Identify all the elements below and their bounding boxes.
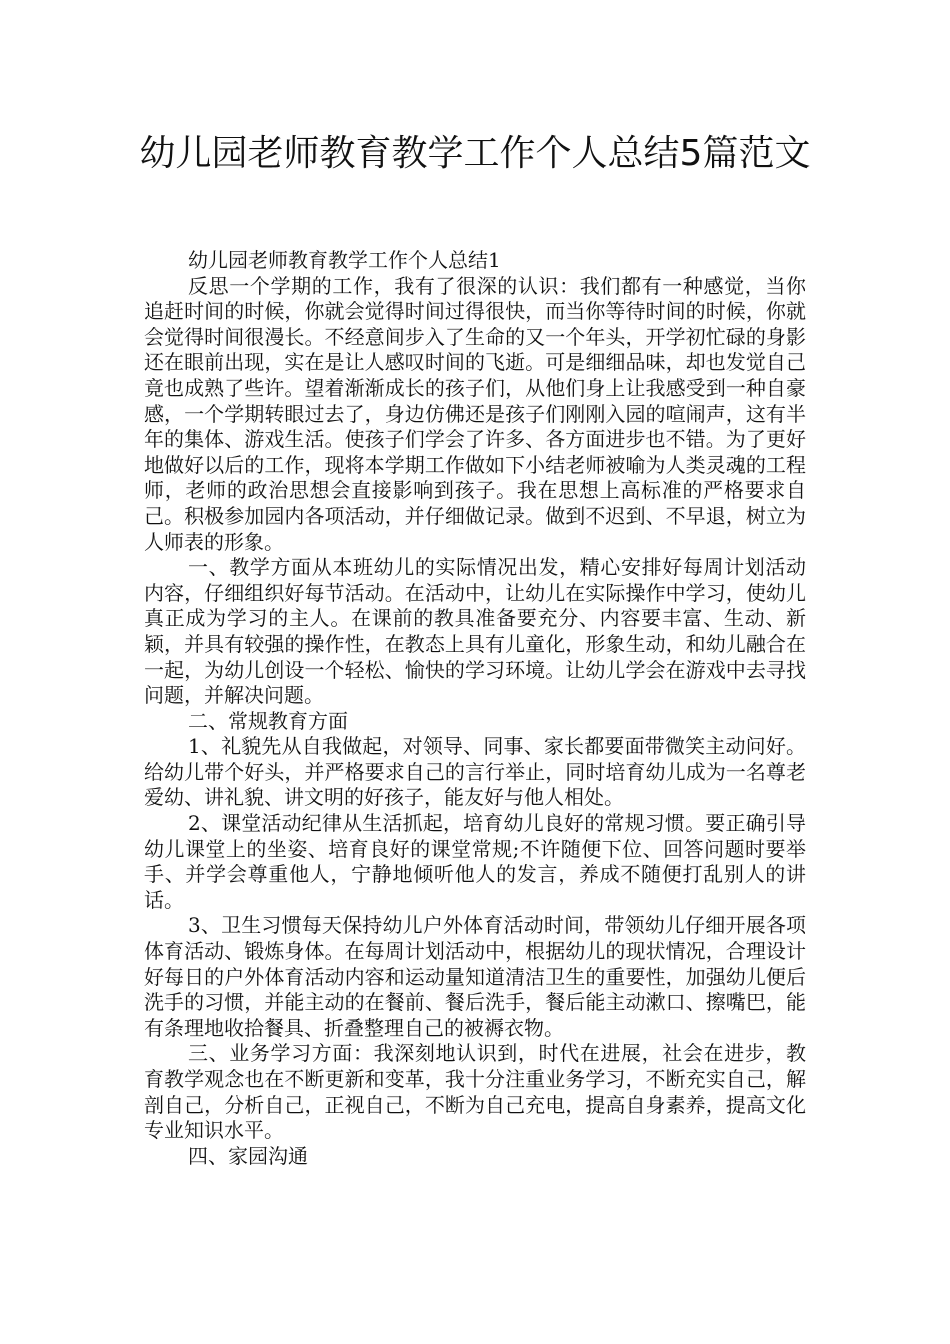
paragraph: 3、卫生习惯每天保持幼儿户外体育活动时间，带领幼儿仔细开展各项体育活动、锻炼身体。在每周计划活动中，根据幼儿的现状情况，合理设计好每日的户外体育活动内容和运动量知道清洁卫生的重要性，加强幼儿便后洗手的习惯，并能主动的在餐前、餐后洗手，餐后能主动漱口、擦嘴巴，能有条理地收拾餐具、折叠整理自己的被褥衣物。: [144, 913, 806, 1040]
section-heading: 四、家园沟通: [188, 1143, 308, 1168]
paragraph: 三、业务学习方面：我深刻地认识到，时代在进展，社会在进步，教育教学观念也在不断更新和变革，我十分注重业务学习，不断充实自己，解剖自己，分析自己，正视自己，不断为自己充电，提高自身素养，提高文化专业知识水平。: [144, 1041, 806, 1143]
paragraph: 反思一个学期的工作，我有了很深的认识：我们都有一种感觉，当你追赶时间的时候，你就会觉得时间过得很快，而当你等待时间的时候，你就会觉得时间很漫长。不经意间步入了生命的又一个年头，开学初忙碌的身影还在眼前出现，实在是让人感叹时间的飞逝。可是细细品味，却也发觉自己竟也成熟了些许。望着渐渐成长的孩子们，从他们身上让我感受到一种自豪感，一个学期转眼过去了，身边仿佛还是孩子们刚刚入园的喧闹声，这有半年的集体、游戏生活。使孩子们学会了许多、各方面进步也不错。为了更好地做好以后的工作，现将本学期工作做如下小结老师被喻为人类灵魂的工程师，老师的政治思想会直接影响到孩子。我在思想上高标准的严格要求自己。积极参加园内各项活动，并仔细做记录。做到不迟到、不早退，树立为人师表的形象。: [144, 273, 806, 554]
paragraph: 1、礼貌先从自我做起，对领导、同事、家长都要面带微笑主动问好。给幼儿带个好头，并严格要求自己的言行举止，同时培育幼儿成为一名尊老爱幼、讲礼貌、讲文明的好孩子，能友好与他人相处。: [144, 734, 806, 810]
section-heading: 幼儿园老师教育教学工作个人总结1: [188, 248, 501, 272]
paragraph: 2、课堂活动纪律从生活抓起，培育幼儿良好的常规习惯。要正确引导幼儿课堂上的坐姿、培育良好的课堂常规;不许随便下位、回答问题时要举手、并学会尊重他人，宁静地倾听他人的发言，养成不随便打乱别人的讲话。: [144, 811, 806, 912]
paragraph: 一、教学方面从本班幼儿的实际情况出发，精心安排好每周计划活动内容，仔细组织好每节活动。在活动中，让幼儿在实际操作中学习，使幼儿真正成为学习的主人。在课前的教具准备要充分、内容要丰富、生动、新颖，并具有较强的操作性，在教态上具有儿童化，形象生动，和幼儿融合在一起，为幼儿创设一个轻松、愉快的学习环境。让幼儿学会在游戏中去寻找问题，并解决问题。: [144, 555, 806, 708]
section-heading: 二、常规教育方面: [188, 708, 348, 733]
document-body: [144, 248, 806, 1169]
document-title: 幼儿园老师教育教学工作个人总结5篇范文: [139, 133, 811, 174]
